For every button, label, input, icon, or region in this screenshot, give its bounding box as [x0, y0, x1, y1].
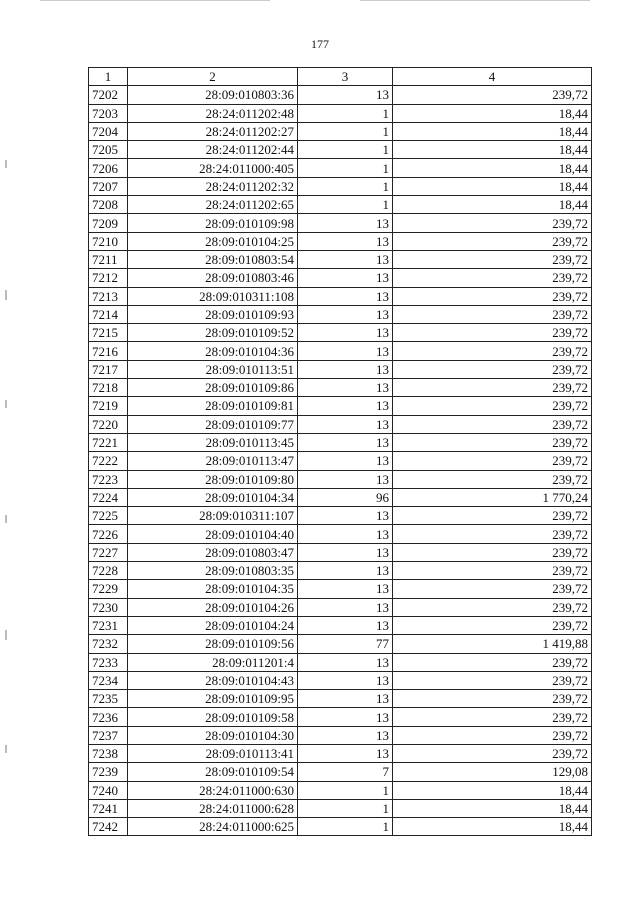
quantity-cell: 77 — [298, 635, 393, 653]
amount-cell: 239,72 — [393, 86, 592, 104]
row-number-cell: 7241 — [89, 799, 128, 817]
quantity-cell: 13 — [298, 397, 393, 415]
scan-margin-mark — [5, 745, 7, 753]
quantity-cell: 1 — [298, 196, 393, 214]
row-number-cell: 7230 — [89, 598, 128, 616]
table-row — [89, 781, 592, 799]
cadastral-number-cell: 28:24:011000:405 — [128, 159, 298, 177]
row-number-cell: 7227 — [89, 543, 128, 561]
amount-cell: 239,72 — [393, 543, 592, 561]
scan-edge-line — [40, 0, 270, 1]
amount-cell: 239,72 — [393, 726, 592, 744]
cadastral-number-cell: 28:09:010109:80 — [128, 470, 298, 488]
row-number-cell: 7240 — [89, 781, 128, 799]
cadastral-number-cell: 28:24:011202:48 — [128, 104, 298, 122]
row-number-cell: 7223 — [89, 470, 128, 488]
quantity-cell: 13 — [298, 360, 393, 378]
amount-cell: 239,72 — [393, 433, 592, 451]
row-number-cell: 7208 — [89, 196, 128, 214]
cadastral-number-cell: 28:09:011201:4 — [128, 653, 298, 671]
amount-cell: 239,72 — [393, 360, 592, 378]
table-row — [89, 250, 592, 268]
quantity-cell: 13 — [298, 452, 393, 470]
row-number-cell: 7213 — [89, 287, 128, 305]
table-body — [89, 86, 592, 836]
quantity-cell: 13 — [298, 616, 393, 634]
amount-cell: 239,72 — [393, 287, 592, 305]
row-number-cell: 7215 — [89, 324, 128, 342]
scan-edge-line — [360, 0, 590, 1]
quantity-cell: 13 — [298, 525, 393, 543]
quantity-cell: 1 — [298, 141, 393, 159]
row-number-cell: 7212 — [89, 269, 128, 287]
table-row — [89, 287, 592, 305]
table-row — [89, 86, 592, 104]
table-row — [89, 196, 592, 214]
table-row — [89, 232, 592, 250]
cadastral-number-cell: 28:09:010803:47 — [128, 543, 298, 561]
table-row — [89, 653, 592, 671]
amount-cell: 18,44 — [393, 799, 592, 817]
amount-cell: 239,72 — [393, 653, 592, 671]
amount-cell: 18,44 — [393, 781, 592, 799]
cadastral-number-cell: 28:24:011202:65 — [128, 196, 298, 214]
row-number-cell: 7217 — [89, 360, 128, 378]
table-row — [89, 177, 592, 195]
quantity-cell: 13 — [298, 433, 393, 451]
quantity-cell: 13 — [298, 342, 393, 360]
amount-cell: 18,44 — [393, 141, 592, 159]
row-number-cell: 7225 — [89, 507, 128, 525]
quantity-cell: 13 — [298, 232, 393, 250]
scan-margin-mark — [5, 515, 7, 523]
table-row — [89, 104, 592, 122]
quantity-cell: 13 — [298, 214, 393, 232]
amount-cell: 239,72 — [393, 525, 592, 543]
quantity-cell: 1 — [298, 177, 393, 195]
table-row — [89, 525, 592, 543]
cadastral-number-cell: 28:09:010109:77 — [128, 415, 298, 433]
amount-cell: 18,44 — [393, 122, 592, 140]
table-row — [89, 470, 592, 488]
quantity-cell: 7 — [298, 763, 393, 781]
quantity-cell: 96 — [298, 488, 393, 506]
cadastral-number-cell: 28:09:010104:30 — [128, 726, 298, 744]
table-row — [89, 598, 592, 616]
amount-cell: 239,72 — [393, 562, 592, 580]
table-row — [89, 342, 592, 360]
amount-cell: 239,72 — [393, 507, 592, 525]
row-number-cell: 7224 — [89, 488, 128, 506]
quantity-cell: 13 — [298, 744, 393, 762]
cadastral-number-cell: 28:24:011000:625 — [128, 818, 298, 836]
cadastral-number-cell: 28:09:010803:35 — [128, 562, 298, 580]
amount-cell: 239,72 — [393, 580, 592, 598]
amount-cell: 239,72 — [393, 379, 592, 397]
row-number-cell: 7234 — [89, 671, 128, 689]
column-header-4: 4 — [393, 68, 592, 86]
quantity-cell: 1 — [298, 781, 393, 799]
amount-cell: 239,72 — [393, 342, 592, 360]
column-header-1: 1 — [89, 68, 128, 86]
amount-cell: 129,08 — [393, 763, 592, 781]
table-row — [89, 141, 592, 159]
amount-cell: 239,72 — [393, 305, 592, 323]
table-row — [89, 305, 592, 323]
row-number-cell: 7207 — [89, 177, 128, 195]
amount-cell: 18,44 — [393, 177, 592, 195]
row-number-cell: 7235 — [89, 690, 128, 708]
table-row — [89, 799, 592, 817]
column-header-2: 2 — [128, 68, 298, 86]
quantity-cell: 13 — [298, 305, 393, 323]
table-row — [89, 763, 592, 781]
row-number-cell: 7220 — [89, 415, 128, 433]
amount-cell: 18,44 — [393, 196, 592, 214]
amount-cell: 239,72 — [393, 324, 592, 342]
quantity-cell: 1 — [298, 104, 393, 122]
quantity-cell: 13 — [298, 598, 393, 616]
amount-cell: 239,72 — [393, 690, 592, 708]
table-row — [89, 744, 592, 762]
quantity-cell: 13 — [298, 470, 393, 488]
table-row — [89, 580, 592, 598]
cadastral-number-cell: 28:09:010803:46 — [128, 269, 298, 287]
quantity-cell: 13 — [298, 671, 393, 689]
quantity-cell: 13 — [298, 507, 393, 525]
row-number-cell: 7202 — [89, 86, 128, 104]
quantity-cell: 13 — [298, 653, 393, 671]
cadastral-number-cell: 28:09:010109:52 — [128, 324, 298, 342]
row-number-cell: 7231 — [89, 616, 128, 634]
row-number-cell: 7229 — [89, 580, 128, 598]
cadastral-number-cell: 28:09:010113:51 — [128, 360, 298, 378]
cadastral-number-cell: 28:09:010113:47 — [128, 452, 298, 470]
quantity-cell: 13 — [298, 415, 393, 433]
cadastral-number-cell: 28:09:010104:34 — [128, 488, 298, 506]
quantity-cell: 13 — [298, 543, 393, 561]
table-row — [89, 635, 592, 653]
row-number-cell: 7228 — [89, 562, 128, 580]
column-header-3: 3 — [298, 68, 393, 86]
table-row — [89, 324, 592, 342]
table-row — [89, 379, 592, 397]
table-row — [89, 433, 592, 451]
row-number-cell: 7206 — [89, 159, 128, 177]
row-number-cell: 7219 — [89, 397, 128, 415]
cadastral-number-cell: 28:09:010311:107 — [128, 507, 298, 525]
amount-cell: 18,44 — [393, 159, 592, 177]
table-row — [89, 671, 592, 689]
quantity-cell: 1 — [298, 799, 393, 817]
quantity-cell: 13 — [298, 379, 393, 397]
table-row — [89, 507, 592, 525]
row-number-cell: 7216 — [89, 342, 128, 360]
table-row — [89, 397, 592, 415]
amount-cell: 239,72 — [393, 708, 592, 726]
amount-cell: 18,44 — [393, 818, 592, 836]
table-header-row — [89, 68, 592, 86]
table-row — [89, 269, 592, 287]
quantity-cell: 13 — [298, 708, 393, 726]
quantity-cell: 1 — [298, 818, 393, 836]
row-number-cell: 7238 — [89, 744, 128, 762]
amount-cell: 239,72 — [393, 598, 592, 616]
amount-cell: 239,72 — [393, 744, 592, 762]
table-row — [89, 122, 592, 140]
cadastral-number-cell: 28:09:010113:45 — [128, 433, 298, 451]
row-number-cell: 7205 — [89, 141, 128, 159]
scan-margin-mark — [5, 630, 7, 640]
table-row — [89, 159, 592, 177]
table-row — [89, 726, 592, 744]
scan-margin-mark — [5, 160, 7, 168]
amount-cell: 239,72 — [393, 397, 592, 415]
amount-cell: 239,72 — [393, 616, 592, 634]
table-row — [89, 616, 592, 634]
cadastral-number-cell: 28:09:010109:56 — [128, 635, 298, 653]
cadastral-number-cell: 28:09:010803:54 — [128, 250, 298, 268]
row-number-cell: 7226 — [89, 525, 128, 543]
quantity-cell: 1 — [298, 122, 393, 140]
cadastral-number-cell: 28:09:010104:40 — [128, 525, 298, 543]
cadastral-number-cell: 28:24:011202:32 — [128, 177, 298, 195]
cadastral-number-cell: 28:24:011000:628 — [128, 799, 298, 817]
cadastral-number-cell: 28:09:010104:35 — [128, 580, 298, 598]
amount-cell: 239,72 — [393, 214, 592, 232]
row-number-cell: 7218 — [89, 379, 128, 397]
row-number-cell: 7242 — [89, 818, 128, 836]
row-number-cell: 7221 — [89, 433, 128, 451]
row-number-cell: 7204 — [89, 122, 128, 140]
row-number-cell: 7233 — [89, 653, 128, 671]
row-number-cell: 7236 — [89, 708, 128, 726]
row-number-cell: 7239 — [89, 763, 128, 781]
row-number-cell: 7222 — [89, 452, 128, 470]
quantity-cell: 13 — [298, 580, 393, 598]
table-row — [89, 543, 592, 561]
table-row — [89, 488, 592, 506]
table-row — [89, 690, 592, 708]
cadastral-number-cell: 28:09:010109:81 — [128, 397, 298, 415]
amount-cell: 239,72 — [393, 250, 592, 268]
cadastral-number-cell: 28:09:010109:93 — [128, 305, 298, 323]
cadastral-number-cell: 28:24:011202:27 — [128, 122, 298, 140]
cadastral-number-cell: 28:09:010104:36 — [128, 342, 298, 360]
quantity-cell: 13 — [298, 562, 393, 580]
table-row — [89, 214, 592, 232]
amount-cell: 239,72 — [393, 452, 592, 470]
cadastral-number-cell: 28:09:010803:36 — [128, 86, 298, 104]
cadastral-number-cell: 28:09:010104:24 — [128, 616, 298, 634]
table-row — [89, 360, 592, 378]
row-number-cell: 7209 — [89, 214, 128, 232]
amount-cell: 239,72 — [393, 671, 592, 689]
table-row — [89, 818, 592, 836]
amount-cell: 1 770,24 — [393, 488, 592, 506]
quantity-cell: 13 — [298, 269, 393, 287]
scan-margin-mark — [5, 400, 7, 408]
amount-cell: 18,44 — [393, 104, 592, 122]
cadastral-number-cell: 28:09:010109:86 — [128, 379, 298, 397]
table-row — [89, 415, 592, 433]
cadastral-number-cell: 28:09:010109:54 — [128, 763, 298, 781]
cadastral-number-cell: 28:09:010109:58 — [128, 708, 298, 726]
cadastral-number-cell: 28:09:010104:43 — [128, 671, 298, 689]
cadastral-number-cell: 28:09:010113:41 — [128, 744, 298, 762]
quantity-cell: 13 — [298, 726, 393, 744]
row-number-cell: 7211 — [89, 250, 128, 268]
cadastral-number-cell: 28:09:010104:25 — [128, 232, 298, 250]
row-number-cell: 7214 — [89, 305, 128, 323]
amount-cell: 239,72 — [393, 470, 592, 488]
quantity-cell: 13 — [298, 250, 393, 268]
scan-margin-mark — [5, 290, 7, 300]
quantity-cell: 1 — [298, 159, 393, 177]
quantity-cell: 13 — [298, 324, 393, 342]
quantity-cell: 13 — [298, 690, 393, 708]
row-number-cell: 7203 — [89, 104, 128, 122]
row-number-cell: 7210 — [89, 232, 128, 250]
cadastral-number-cell: 28:09:010109:98 — [128, 214, 298, 232]
amount-cell: 239,72 — [393, 269, 592, 287]
cadastral-number-cell: 28:24:011000:630 — [128, 781, 298, 799]
cadastral-number-cell: 28:09:010104:26 — [128, 598, 298, 616]
amount-cell: 239,72 — [393, 415, 592, 433]
table-row — [89, 708, 592, 726]
table-row — [89, 562, 592, 580]
row-number-cell: 7237 — [89, 726, 128, 744]
page-number: 177 — [311, 37, 329, 51]
amount-cell: 239,72 — [393, 232, 592, 250]
data-table — [88, 67, 592, 836]
table-row — [89, 452, 592, 470]
cadastral-number-cell: 28:24:011202:44 — [128, 141, 298, 159]
cadastral-number-cell: 28:09:010311:108 — [128, 287, 298, 305]
quantity-cell: 13 — [298, 287, 393, 305]
cadastral-number-cell: 28:09:010109:95 — [128, 690, 298, 708]
amount-cell: 1 419,88 — [393, 635, 592, 653]
row-number-cell: 7232 — [89, 635, 128, 653]
quantity-cell: 13 — [298, 86, 393, 104]
